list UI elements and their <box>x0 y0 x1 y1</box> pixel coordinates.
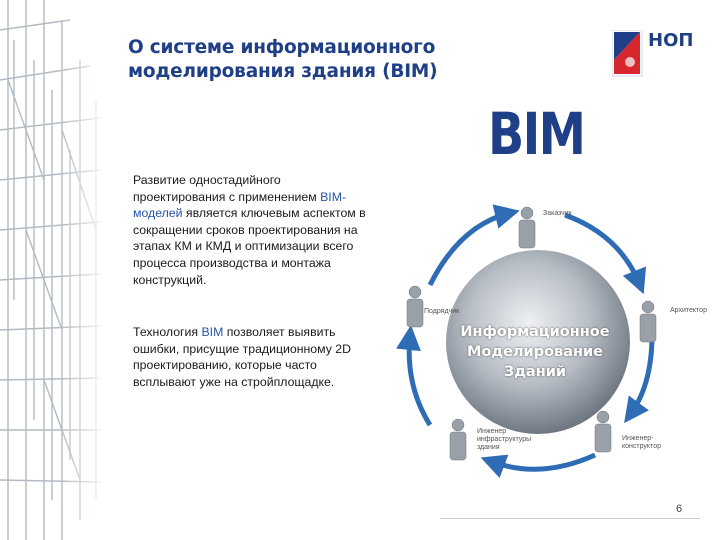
center-line: Зданий <box>503 364 567 380</box>
role-engineer-label: Инженер-конструктор <box>622 435 661 450</box>
page-number: 6 <box>676 503 683 515</box>
building-frame-illustration <box>0 0 110 540</box>
role-contractor-label: Подрядчик <box>424 308 460 315</box>
center-line: Информационное <box>460 324 610 340</box>
paragraph-text: Развитие одностадийного проектирования с применением <box>133 173 321 204</box>
role-infrastructure-label: Инженер инфраструктуры здания <box>477 428 532 451</box>
cycle-arrow <box>630 335 652 415</box>
person-architect-icon <box>640 301 656 342</box>
cycle-arrow <box>490 455 595 469</box>
paragraph-text: позволяет выявить ошибки, присущие традиционному 2D проектированию, которые часто всплывают уже на стройплощадке. <box>133 325 352 389</box>
role-architect-label: Архитектор <box>670 307 707 314</box>
person-engineer-icon <box>595 411 611 452</box>
center-line: Моделирование <box>466 344 604 360</box>
slide-title: О системе информационного моделирования здания (BIM) <box>128 37 438 82</box>
paragraph-highlight: BIM <box>201 325 224 339</box>
person-customer-icon <box>519 207 535 248</box>
role-customer-label: Заказчик <box>543 210 572 217</box>
person-contractor-icon <box>407 286 423 327</box>
paragraph-bim-technology <box>133 324 368 390</box>
paragraph-bim-models <box>133 172 368 288</box>
diagram-center-title <box>455 322 615 382</box>
cycle-arrow <box>409 335 430 425</box>
footer-divider <box>440 518 700 519</box>
bim-heading: BIM <box>488 100 585 168</box>
logo-text: НОП <box>648 30 694 51</box>
paragraph-highlight: BIM-моделей <box>133 189 347 221</box>
paragraph-text: является ключевым аспектом в сокращении сроков проектирования на этапах КМ и КМД и оптимизации всего процесса производства и монтажа конструкций. <box>133 206 366 287</box>
person-infrastructure-icon <box>450 419 466 460</box>
paragraph-text: Технология <box>133 325 202 339</box>
